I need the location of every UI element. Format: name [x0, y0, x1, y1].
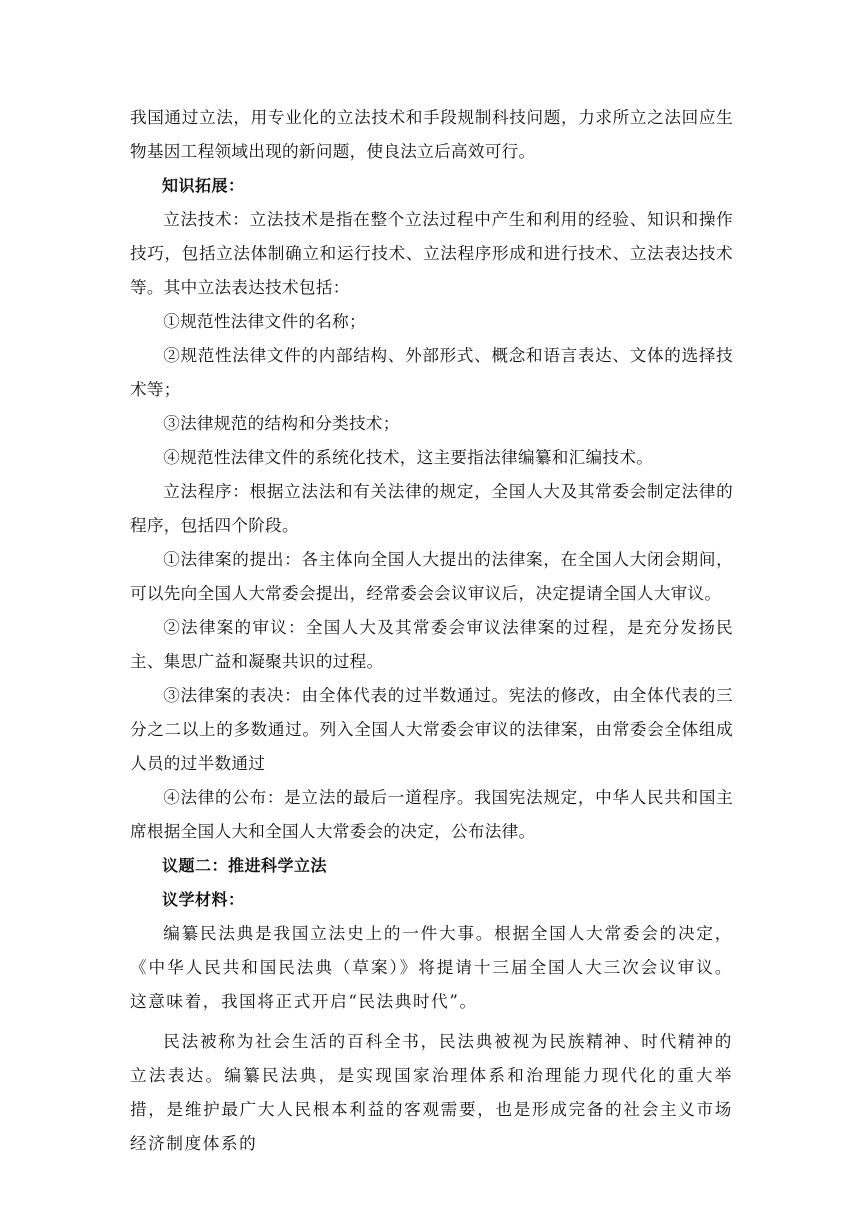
- paragraph-legislative-procedure: 立法程序：根据立法法和有关法律的规定，全国人大及其常委会制定法律的程序，包括四个阶段。: [130, 482, 733, 535]
- list-item-technique-1: ①规范性法律文件的名称；: [163, 312, 366, 331]
- document-body: [130, 101, 733, 1161]
- list-item-procedure-2: ②法律案的审议：全国人大及其常委会审议法律案的过程，是充分发扬民主、集思广益和凝聚共识的过程。: [130, 618, 733, 671]
- paragraph-civil-code-1: 编纂民法典是我国立法史上的一件大事。根据全国人大常委会的决定，《中华人民共和国民法典（草案）》将提请十三届全国人大三次会议审议。这意味着，我国将正式开启“民法典时代”。: [130, 924, 733, 1011]
- heading-topic-two: 议题二：推进科学立法: [162, 856, 328, 875]
- list-item-technique-4: ④规范性法律文件的系统化技术，这主要指法律编纂和汇编技术。: [163, 448, 654, 467]
- paragraph-legislative-technique: 立法技术：立法技术是指在整个立法过程中产生和利用的经验、知识和操作技巧，包括立法体制确立和运行技术、立法程序形成和进行技术、立法表达技术等。其中立法表达技术包括：: [130, 210, 733, 297]
- list-item-procedure-3: ③法律案的表决：由全体代表的过半数通过。宪法的修改，由全体代表的三分之二以上的多数通过。列入全国人大常委会审议的法律案，由常委会全体组成人员的过半数通过: [130, 686, 733, 773]
- heading-knowledge-extension: 知识拓展：: [162, 176, 245, 195]
- paragraph-civil-code-2: 民法被称为社会生活的百科全书，民法典被视为民族精神、时代精神的立法表达。编纂民法典，是实现国家治理体系和治理能力现代化的重大举措，是维护最广大人民根本利益的客观需要，也是形成完备的社会主义市场经济制度体系的: [130, 1032, 733, 1153]
- heading-study-material: 议学材料：: [162, 890, 245, 909]
- list-item-technique-2: ②规范性法律文件的内部结构、外部形式、概念和语言表达、文体的选择技术等；: [130, 346, 733, 399]
- paragraph-intro: 我国通过立法，用专业化的立法技术和手段规制科技问题，力求所立之法回应生物基因工程领域出现的新问题，使良法立后高效可行。: [130, 108, 733, 161]
- list-item-procedure-1: ①法律案的提出：各主体向全国人大提出的法律案，在全国人大闭会期间，可以先向全国人大常委会提出，经常委会会议审议后，决定提请全国人大审议。: [130, 550, 733, 603]
- list-item-technique-3: ③法律规范的结构和分类技术；: [163, 414, 400, 433]
- list-item-procedure-4: ④法律的公布：是立法的最后一道程序。我国宪法规定，中华人民共和国主席根据全国人大和全国人大常委会的决定，公布法律。: [130, 788, 733, 841]
